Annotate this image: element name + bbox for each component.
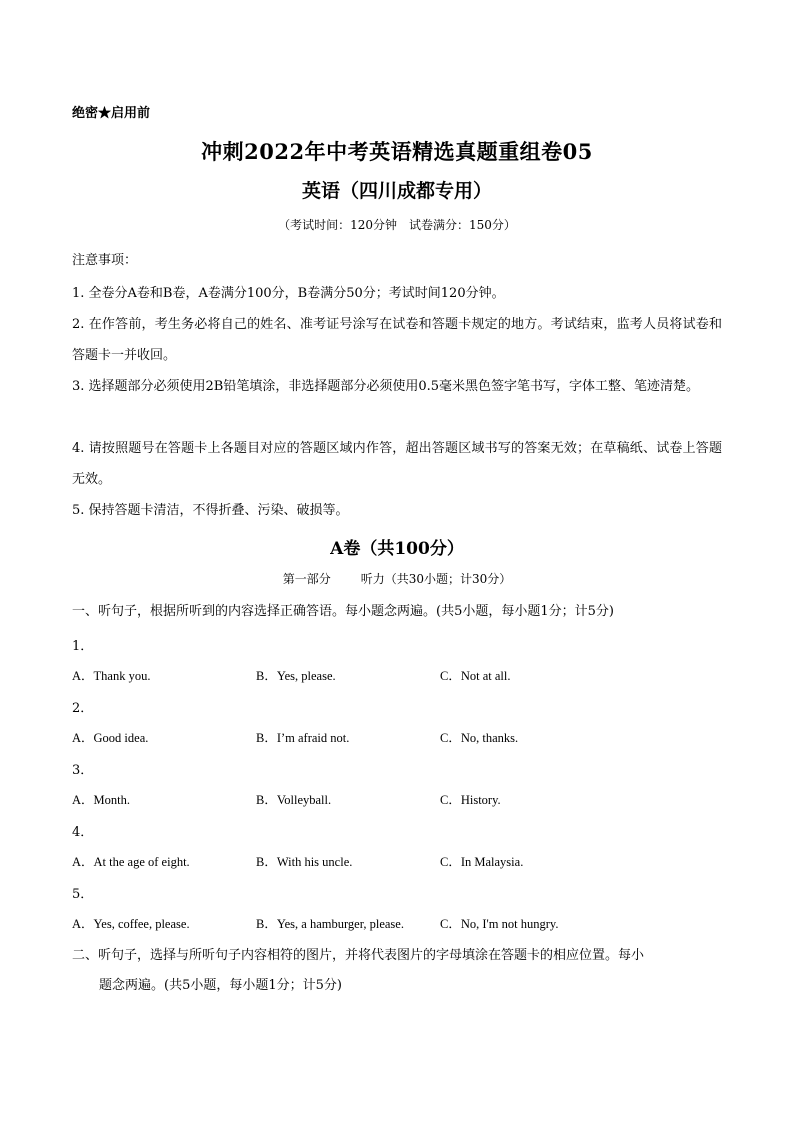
option-b: B．Volleyball. (256, 793, 332, 807)
option-a: A．Yes, coffee, please. (72, 917, 190, 931)
option-c: C．No, thanks. (440, 731, 519, 745)
option-b: B．Yes, please. (256, 669, 336, 683)
listening-1-instruction: 一、听句子，根据所听到的内容选择正确答语。每小题念两遍。(共5小题，每小题1分；计5分) (72, 604, 614, 619)
option-c: C．Not at all. (440, 669, 511, 683)
option-a: A．Good idea. (72, 731, 149, 745)
notice-item-3: 3. 选择题部分必须使用2B铅笔填涂，非选择题部分必须使用0.5毫米黑色签字笔书写，字体工整、笔迹清楚。 (72, 379, 700, 394)
question-number: 3． (72, 763, 94, 778)
question-number: 5． (72, 887, 94, 902)
part-title: 听力（共30小题；计30分） (360, 572, 512, 586)
listening-2-instruction-line-2: 题念两遍。(共5小题，每小题1分；计5分) (99, 978, 342, 993)
exam-subtitle: 英语（四川成都专用） (301, 180, 492, 202)
option-a: A．Month. (72, 793, 130, 807)
exam-time-info: （考试时间：120分钟 试卷满分：150分） (278, 218, 516, 232)
exam-title: 冲刺2022年中考英语精选真题重组卷05 (201, 139, 593, 164)
notice-item-5: 5. 保持答题卡清洁，不得折叠、污染、破损等。 (72, 503, 349, 518)
listening-2-instruction-line-1: 二、听句子，选择与所听句子内容相符的图片，并将代表图片的字母填涂在答题卡的相应位置。每小 (72, 948, 645, 963)
question-number: 2． (72, 701, 94, 716)
option-c: C．History. (440, 793, 501, 807)
option-b: B．Yes, a hamburger, please. (256, 917, 404, 931)
question-number: 4． (72, 825, 94, 840)
option-b: B．With his uncle. (256, 855, 353, 869)
notice-item-4: 4. 请按照题号在答题卡上各题目对应的答题区域内作答，超出答题区域书写的答案无效；在草稿纸、试卷上答题无效。 (72, 441, 722, 487)
option-a: A．Thank you. (72, 669, 151, 683)
notice-item-1: 1. 全卷分A卷和B卷，A卷满分100分，B卷满分50分；考试时间120分钟。 (72, 286, 505, 301)
part-label: 第一部分 (282, 572, 331, 586)
question-number: 1． (72, 639, 94, 654)
option-c: C．In Malaysia. (440, 855, 524, 869)
option-b: B．I’m afraid not. (256, 731, 350, 745)
notice-heading: 注意事项： (72, 253, 138, 268)
option-c: C．No, I'm not hungry. (440, 917, 559, 931)
section-a-title: A卷（共100分） (330, 539, 464, 559)
part-one-heading (0, 570, 794, 587)
notice-item-2: 2. 在作答前，考生务必将自己的姓名、准考证号涂写在试卷和答题卡规定的地方。考试结束，监考人员将试卷和答题卡一并收回。 (72, 317, 722, 363)
confidential-label: 绝密★启用前 (72, 106, 151, 121)
option-a: A．At the age of eight. (72, 855, 190, 869)
